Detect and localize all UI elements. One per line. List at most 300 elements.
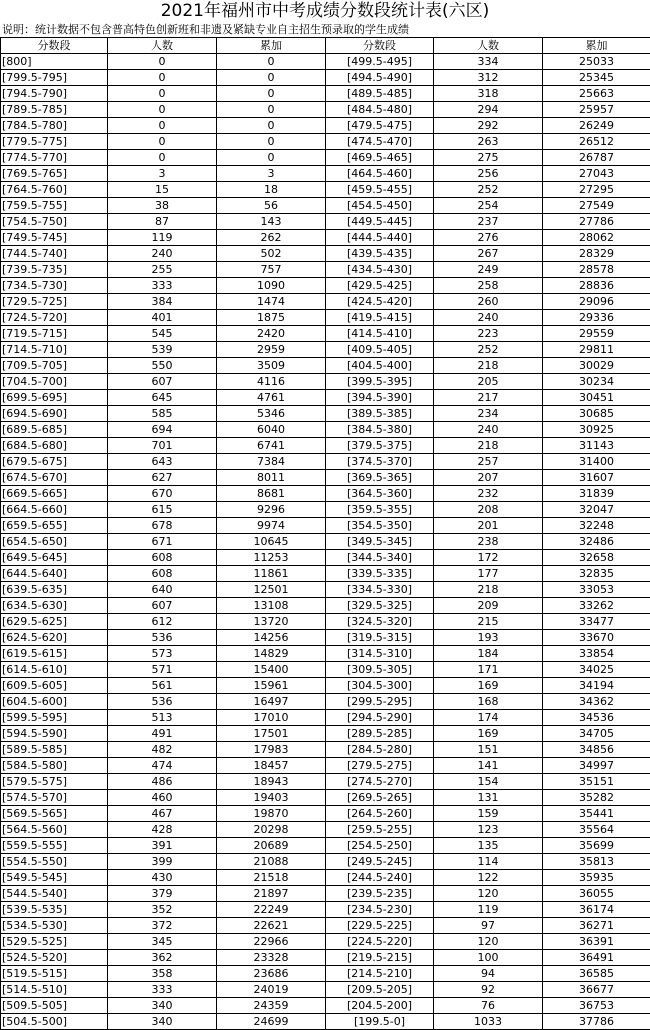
cumulative-cell: 1474 (217, 294, 326, 310)
cumulative-cell: 36055 (543, 886, 650, 902)
cumulative-cell: 24019 (217, 982, 326, 998)
cumulative-cell: 28836 (543, 278, 650, 294)
table-row (1, 566, 650, 582)
count-cell: 694 (108, 422, 217, 438)
count-cell: 252 (434, 182, 543, 198)
table-row (1, 502, 650, 518)
cumulative-cell: 36677 (543, 982, 650, 998)
count-cell: 333 (108, 982, 217, 998)
table-row (1, 662, 650, 678)
cumulative-cell: 34705 (543, 726, 650, 742)
cumulative-cell: 20298 (217, 822, 326, 838)
score-range-cell: [794.5-790] (1, 86, 108, 102)
score-range-cell: [589.5-585] (1, 742, 108, 758)
cumulative-cell: 0 (217, 70, 326, 86)
cumulative-cell: 35813 (543, 854, 650, 870)
cumulative-cell: 24699 (217, 1014, 326, 1030)
score-range-cell: [394.5-390] (326, 390, 434, 406)
score-range-cell: [709.5-705] (1, 358, 108, 374)
count-cell: 612 (108, 614, 217, 630)
cumulative-cell: 10645 (217, 534, 326, 550)
table-row (1, 886, 650, 902)
cumulative-cell: 33262 (543, 598, 650, 614)
cumulative-cell: 7384 (217, 454, 326, 470)
cumulative-cell: 26249 (543, 118, 650, 134)
table-row (1, 278, 650, 294)
cumulative-cell: 35282 (543, 790, 650, 806)
table-row (1, 358, 650, 374)
count-cell: 169 (434, 726, 543, 742)
count-cell: 0 (108, 150, 217, 166)
count-cell: 607 (108, 598, 217, 614)
score-range-cell: [489.5-485] (326, 86, 434, 102)
count-cell: 550 (108, 358, 217, 374)
score-range-cell: [644.5-640] (1, 566, 108, 582)
score-range-cell: [304.5-300] (326, 678, 434, 694)
count-cell: 608 (108, 550, 217, 566)
table-row (1, 454, 650, 470)
score-range-cell: [779.5-775] (1, 134, 108, 150)
cumulative-cell: 30234 (543, 374, 650, 390)
count-cell: 252 (434, 342, 543, 358)
count-cell: 379 (108, 886, 217, 902)
score-range-cell: [254.5-250] (326, 838, 434, 854)
table-row (1, 630, 650, 646)
score-range-cell: [329.5-325] (326, 598, 434, 614)
cumulative-cell: 28578 (543, 262, 650, 278)
cumulative-cell: 36271 (543, 918, 650, 934)
count-cell: 94 (434, 966, 543, 982)
cumulative-cell: 0 (217, 134, 326, 150)
score-range-cell: [444.5-440] (326, 230, 434, 246)
cumulative-cell: 17983 (217, 742, 326, 758)
count-cell: 141 (434, 758, 543, 774)
score-range-cell: [784.5-780] (1, 118, 108, 134)
cumulative-cell: 22621 (217, 918, 326, 934)
score-range-cell: [449.5-445] (326, 214, 434, 230)
count-cell: 345 (108, 934, 217, 950)
score-range-cell: [204.5-200] (326, 998, 434, 1014)
count-cell: 154 (434, 774, 543, 790)
score-range-cell: [759.5-755] (1, 198, 108, 214)
score-range-cell: [764.5-760] (1, 182, 108, 198)
count-cell: 671 (108, 534, 217, 550)
cumulative-cell: 6040 (217, 422, 326, 438)
count-cell: 318 (434, 86, 543, 102)
score-range-cell: [379.5-375] (326, 438, 434, 454)
cumulative-cell: 34536 (543, 710, 650, 726)
score-range-cell: [799.5-795] (1, 70, 108, 86)
score-range-cell: [209.5-205] (326, 982, 434, 998)
score-range-cell: [294.5-290] (326, 710, 434, 726)
score-range-cell: [409.5-405] (326, 342, 434, 358)
count-cell: 607 (108, 374, 217, 390)
count-cell: 174 (434, 710, 543, 726)
count-cell: 482 (108, 742, 217, 758)
score-range-cell: [734.5-730] (1, 278, 108, 294)
table-row (1, 182, 650, 198)
count-cell: 275 (434, 150, 543, 166)
score-range-cell: [269.5-265] (326, 790, 434, 806)
cumulative-cell: 27786 (543, 214, 650, 230)
count-cell: 256 (434, 166, 543, 182)
count-cell: 76 (434, 998, 543, 1014)
cumulative-cell: 1875 (217, 310, 326, 326)
count-cell: 3 (108, 166, 217, 182)
score-range-cell: [214.5-210] (326, 966, 434, 982)
cumulative-cell: 17010 (217, 710, 326, 726)
table-row (1, 134, 650, 150)
cumulative-cell: 26787 (543, 150, 650, 166)
table-row (1, 742, 650, 758)
table-row (1, 950, 650, 966)
score-range-cell: [789.5-785] (1, 102, 108, 118)
cumulative-cell: 14256 (217, 630, 326, 646)
cumulative-cell: 11861 (217, 566, 326, 582)
count-cell: 571 (108, 662, 217, 678)
score-range-cell: [694.5-690] (1, 406, 108, 422)
table-row (1, 758, 650, 774)
score-range-cell: [699.5-695] (1, 390, 108, 406)
table-row (1, 406, 650, 422)
count-cell: 193 (434, 630, 543, 646)
score-range-cell: [354.5-350] (326, 518, 434, 534)
count-cell: 131 (434, 790, 543, 806)
table-row (1, 790, 650, 806)
count-cell: 120 (434, 886, 543, 902)
count-cell: 491 (108, 726, 217, 742)
cumulative-cell: 30029 (543, 358, 650, 374)
cumulative-cell: 31607 (543, 470, 650, 486)
count-cell: 645 (108, 390, 217, 406)
count-cell: 263 (434, 134, 543, 150)
cumulative-cell: 25957 (543, 102, 650, 118)
table-row (1, 486, 650, 502)
cumulative-cell: 32248 (543, 518, 650, 534)
header-cumulative-right: 累加 (543, 38, 650, 54)
table-row (1, 246, 650, 262)
count-cell: 340 (108, 1014, 217, 1030)
score-range-cell: [634.5-630] (1, 598, 108, 614)
table-row (1, 214, 650, 230)
score-range-cell: [574.5-570] (1, 790, 108, 806)
count-cell: 0 (108, 134, 217, 150)
count-cell: 232 (434, 486, 543, 502)
count-cell: 97 (434, 918, 543, 934)
count-cell: 615 (108, 502, 217, 518)
score-range-cell: [474.5-470] (326, 134, 434, 150)
cumulative-cell: 13720 (217, 614, 326, 630)
cumulative-cell: 35441 (543, 806, 650, 822)
table-row (1, 582, 650, 598)
score-range-cell: [704.5-700] (1, 374, 108, 390)
cumulative-cell: 3509 (217, 358, 326, 374)
score-range-cell: [419.5-415] (326, 310, 434, 326)
count-cell: 358 (108, 966, 217, 982)
cumulative-cell: 2959 (217, 342, 326, 358)
table-row (1, 70, 650, 86)
table-row (1, 726, 650, 742)
cumulative-cell: 32047 (543, 502, 650, 518)
table-row (1, 614, 650, 630)
score-range-cell: [334.5-330] (326, 582, 434, 598)
count-cell: 0 (108, 70, 217, 86)
score-range-cell: [529.5-525] (1, 934, 108, 950)
cumulative-cell: 21088 (217, 854, 326, 870)
table-row (1, 934, 650, 950)
cumulative-cell: 25033 (543, 54, 650, 70)
cumulative-cell: 9296 (217, 502, 326, 518)
cumulative-cell: 0 (217, 54, 326, 70)
table-row (1, 198, 650, 214)
count-cell: 120 (434, 934, 543, 950)
count-cell: 218 (434, 358, 543, 374)
count-cell: 218 (434, 582, 543, 598)
count-cell: 119 (108, 230, 217, 246)
cumulative-cell: 9974 (217, 518, 326, 534)
count-cell: 430 (108, 870, 217, 886)
table-row (1, 166, 650, 182)
score-range-cell: [459.5-455] (326, 182, 434, 198)
count-cell: 1033 (434, 1014, 543, 1030)
count-cell: 209 (434, 598, 543, 614)
count-cell: 151 (434, 742, 543, 758)
cumulative-cell: 20689 (217, 838, 326, 854)
score-range-cell: [654.5-650] (1, 534, 108, 550)
cumulative-cell: 27043 (543, 166, 650, 182)
header-count-left: 人数 (108, 38, 217, 54)
count-cell: 513 (108, 710, 217, 726)
score-range-cell: [509.5-505] (1, 998, 108, 1014)
score-range-cell: [714.5-710] (1, 342, 108, 358)
table-row (1, 326, 650, 342)
cumulative-cell: 0 (217, 102, 326, 118)
score-range-cell: [369.5-365] (326, 470, 434, 486)
cumulative-cell: 4761 (217, 390, 326, 406)
count-cell: 201 (434, 518, 543, 534)
table-header-row (1, 38, 650, 54)
count-cell: 215 (434, 614, 543, 630)
count-cell: 292 (434, 118, 543, 134)
cumulative-cell: 24359 (217, 998, 326, 1014)
count-cell: 545 (108, 326, 217, 342)
count-cell: 401 (108, 310, 217, 326)
cumulative-cell: 29096 (543, 294, 650, 310)
score-range-cell: [619.5-615] (1, 646, 108, 662)
count-cell: 701 (108, 438, 217, 454)
count-cell: 352 (108, 902, 217, 918)
count-cell: 207 (434, 470, 543, 486)
cumulative-cell: 34856 (543, 742, 650, 758)
score-range-cell: [364.5-360] (326, 486, 434, 502)
score-range-cell: [454.5-450] (326, 198, 434, 214)
count-cell: 0 (108, 54, 217, 70)
count-cell: 340 (108, 998, 217, 1014)
cumulative-cell: 36174 (543, 902, 650, 918)
score-range-cell: [689.5-685] (1, 422, 108, 438)
score-range-cell: [244.5-240] (326, 870, 434, 886)
score-range-cell: [494.5-490] (326, 70, 434, 86)
cumulative-cell: 14829 (217, 646, 326, 662)
count-cell: 184 (434, 646, 543, 662)
count-cell: 536 (108, 630, 217, 646)
cumulative-cell: 757 (217, 262, 326, 278)
cumulative-cell: 3 (217, 166, 326, 182)
score-range-cell: [319.5-315] (326, 630, 434, 646)
score-range-cell: [414.5-410] (326, 326, 434, 342)
count-cell: 260 (434, 294, 543, 310)
cumulative-cell: 262 (217, 230, 326, 246)
count-cell: 333 (108, 278, 217, 294)
cumulative-cell: 31400 (543, 454, 650, 470)
score-range-cell: [219.5-215] (326, 950, 434, 966)
cumulative-cell: 8681 (217, 486, 326, 502)
cumulative-cell: 23686 (217, 966, 326, 982)
count-cell: 561 (108, 678, 217, 694)
count-cell: 294 (434, 102, 543, 118)
table-row (1, 774, 650, 790)
count-cell: 114 (434, 854, 543, 870)
count-cell: 334 (434, 54, 543, 70)
cumulative-cell: 28329 (543, 246, 650, 262)
count-cell: 536 (108, 694, 217, 710)
cumulative-cell: 26512 (543, 134, 650, 150)
table-row (1, 646, 650, 662)
count-cell: 240 (108, 246, 217, 262)
table-row (1, 678, 650, 694)
header-score-range-left: 分数段 (1, 38, 108, 54)
count-cell: 678 (108, 518, 217, 534)
table-row (1, 854, 650, 870)
cumulative-cell: 15400 (217, 662, 326, 678)
cumulative-cell: 32658 (543, 550, 650, 566)
count-cell: 223 (434, 326, 543, 342)
cumulative-cell: 4116 (217, 374, 326, 390)
score-range-cell: [349.5-345] (326, 534, 434, 550)
count-cell: 240 (434, 422, 543, 438)
count-cell: 384 (108, 294, 217, 310)
cumulative-cell: 27549 (543, 198, 650, 214)
score-range-cell: [684.5-680] (1, 438, 108, 454)
score-range-cell: [659.5-655] (1, 518, 108, 534)
cumulative-cell: 19403 (217, 790, 326, 806)
cumulative-cell: 30925 (543, 422, 650, 438)
score-range-cell: [554.5-550] (1, 854, 108, 870)
count-cell: 474 (108, 758, 217, 774)
score-range-cell: [800] (1, 54, 108, 70)
score-range-cell: [499.5-495] (326, 54, 434, 70)
cumulative-cell: 0 (217, 86, 326, 102)
cumulative-cell: 56 (217, 198, 326, 214)
count-cell: 0 (108, 102, 217, 118)
header-score-range-right: 分数段 (326, 38, 434, 54)
cumulative-cell: 36585 (543, 966, 650, 982)
count-cell: 372 (108, 918, 217, 934)
score-range-cell: [519.5-515] (1, 966, 108, 982)
count-cell: 257 (434, 454, 543, 470)
count-cell: 0 (108, 86, 217, 102)
cumulative-cell: 28062 (543, 230, 650, 246)
count-cell: 177 (434, 566, 543, 582)
score-range-cell: [274.5-270] (326, 774, 434, 790)
score-range-cell: [404.5-400] (326, 358, 434, 374)
cumulative-cell: 502 (217, 246, 326, 262)
table-row (1, 118, 650, 134)
count-cell: 267 (434, 246, 543, 262)
score-range-cell: [314.5-310] (326, 646, 434, 662)
cumulative-cell: 36753 (543, 998, 650, 1014)
table-row (1, 294, 650, 310)
score-range-cell: [429.5-425] (326, 278, 434, 294)
score-range-cell: [674.5-670] (1, 470, 108, 486)
score-range-cell: [724.5-720] (1, 310, 108, 326)
count-cell: 539 (108, 342, 217, 358)
cumulative-cell: 31143 (543, 438, 650, 454)
score-range-cell: [534.5-530] (1, 918, 108, 934)
count-cell: 238 (434, 534, 543, 550)
count-cell: 643 (108, 454, 217, 470)
score-range-cell: [504.5-500] (1, 1014, 108, 1030)
score-range-cell: [729.5-725] (1, 294, 108, 310)
table-row (1, 710, 650, 726)
count-cell: 240 (434, 310, 543, 326)
score-range-cell: [259.5-255] (326, 822, 434, 838)
cumulative-cell: 12501 (217, 582, 326, 598)
cumulative-cell: 19870 (217, 806, 326, 822)
table-row (1, 806, 650, 822)
cumulative-cell: 36391 (543, 934, 650, 950)
table-row (1, 310, 650, 326)
score-range-cell: [559.5-555] (1, 838, 108, 854)
count-cell: 428 (108, 822, 217, 838)
score-range-cell: [199.5-0] (326, 1014, 434, 1030)
note-text: 说明：统计数据不包含普高特色创新班和非遗及紧缺专业自主招生预录取的学生成绩 (0, 22, 650, 37)
score-range-cell: [774.5-770] (1, 150, 108, 166)
count-cell: 15 (108, 182, 217, 198)
score-range-cell: [624.5-620] (1, 630, 108, 646)
table-row (1, 262, 650, 278)
cumulative-cell: 15961 (217, 678, 326, 694)
count-cell: 608 (108, 566, 217, 582)
cumulative-cell: 30685 (543, 406, 650, 422)
count-cell: 169 (434, 678, 543, 694)
score-range-cell: [524.5-520] (1, 950, 108, 966)
count-cell: 255 (108, 262, 217, 278)
score-distribution-table (0, 37, 650, 1030)
score-range-cell: [514.5-510] (1, 982, 108, 998)
count-cell: 217 (434, 390, 543, 406)
count-cell: 122 (434, 870, 543, 886)
cumulative-cell: 33477 (543, 614, 650, 630)
score-range-cell: [239.5-235] (326, 886, 434, 902)
cumulative-cell: 35151 (543, 774, 650, 790)
score-range-cell: [249.5-245] (326, 854, 434, 870)
score-range-cell: [284.5-280] (326, 742, 434, 758)
score-range-cell: [339.5-335] (326, 566, 434, 582)
count-cell: 205 (434, 374, 543, 390)
cumulative-cell: 17501 (217, 726, 326, 742)
cumulative-cell: 1090 (217, 278, 326, 294)
score-range-cell: [279.5-275] (326, 758, 434, 774)
cumulative-cell: 33854 (543, 646, 650, 662)
score-range-cell: [234.5-230] (326, 902, 434, 918)
cumulative-cell: 13108 (217, 598, 326, 614)
score-range-cell: [374.5-370] (326, 454, 434, 470)
count-cell: 573 (108, 646, 217, 662)
cumulative-cell: 34997 (543, 758, 650, 774)
count-cell: 159 (434, 806, 543, 822)
score-range-cell: [399.5-395] (326, 374, 434, 390)
